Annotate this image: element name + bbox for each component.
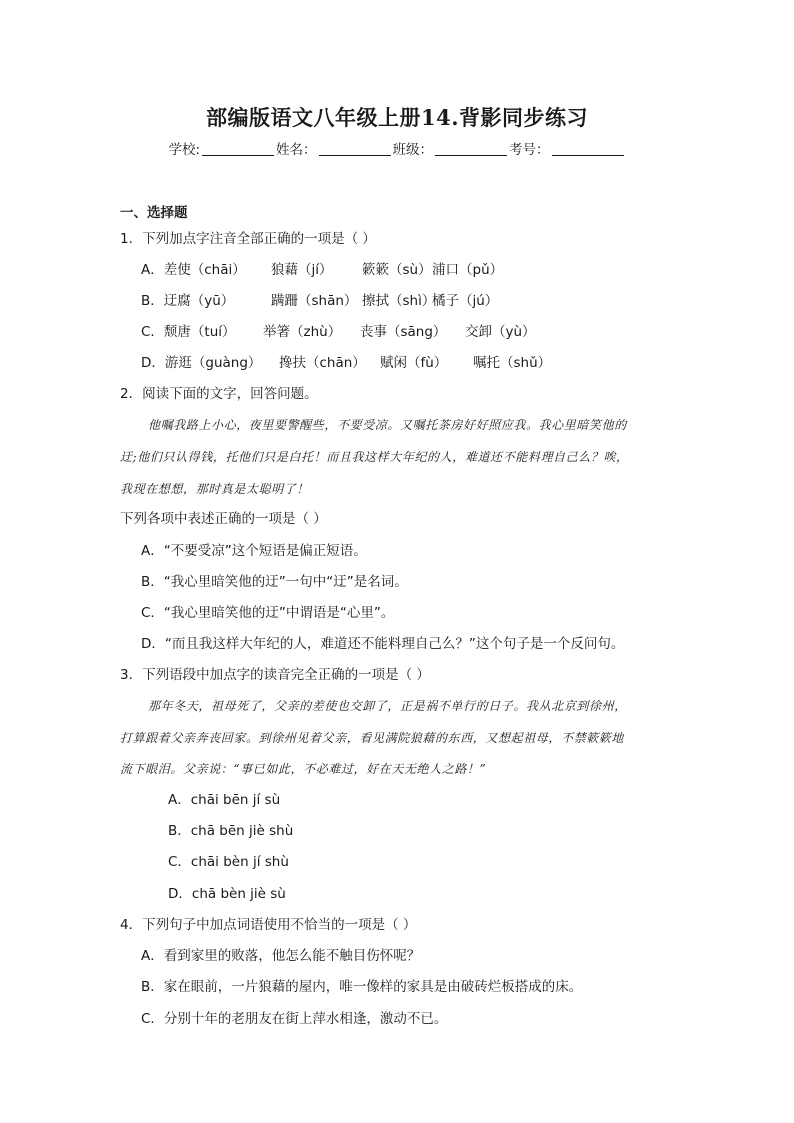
name-blank[interactable] [319, 141, 391, 156]
question-3-stem: 3．下列语段中加点字的读音完全正确的一项是（ ） [120, 667, 430, 683]
q4-option-b[interactable]: B．家在眼前，一片狼藉的屋内，唯一像样的家具是由破砖烂板搭成的床。 [141, 979, 583, 995]
q1-option-d-item-4: 嘱托（shǔ） [473, 355, 552, 371]
q4-option-a[interactable]: A．看到家里的败落，他怎么能不触目伤怀呢？ [141, 948, 421, 964]
q1-option-b[interactable] [141, 292, 498, 310]
q2-option-b[interactable]: B．“我心里暗笑他的迂”一句中“迂”是名词。 [141, 574, 408, 590]
q1-option-c[interactable] [141, 323, 536, 341]
exam-no-blank[interactable] [552, 141, 624, 156]
question-1-stem: 1．下列加点字注音全部正确的一项是（ ） [120, 231, 376, 247]
class-label: 班级： [392, 142, 434, 158]
q1-option-b-item-4: 橘子（jú） [432, 293, 499, 309]
q3-option-a[interactable]: A．chāi bēn jí sù [168, 792, 281, 808]
school-blank[interactable] [202, 141, 274, 156]
question-2-stem: 2．阅读下面的文字，回答问题。 [120, 386, 318, 402]
q4-option-c[interactable]: C．分别十年的老朋友在街上萍水相逢，激动不已。 [141, 1011, 448, 1027]
q3-passage-line-3: 流下眼泪。父亲说：“事已如此，不必难过，好在天无绝人之路！” [120, 762, 487, 776]
q1-option-c-item-2: 举箸（zhù） [263, 324, 342, 340]
q1-option-c-item-4: 交卸（yù） [465, 324, 536, 340]
q3-passage-line-2: 打算跟着父亲奔丧回家。到徐州见着父亲，看见满院狼藉的东西，又想起祖母，不禁簌簌地 [120, 731, 625, 745]
q2-passage-line-2: 迂;他们只认得钱，托他们只是白托！而且我这样大年纪的人，难道还不能料理自己么？唉， [120, 450, 629, 464]
q2-option-a[interactable]: A．“不要受凉”这个短语是偏正短语。 [141, 543, 367, 559]
q1-option-c-item-3: 丧事（sāng） [360, 324, 447, 340]
q3-option-b[interactable]: B．chā bēn jiè shù [168, 823, 294, 839]
q1-option-a-item-3: 簌簌（sù） [362, 262, 432, 278]
section-title: 一、选择题 [120, 205, 188, 221]
q3-passage-line-1: 那年冬天，祖母死了，父亲的差使也交卸了，正是祸不单行的日子。我从北京到徐州， [148, 699, 627, 713]
exam-no-label: 考号： [509, 142, 550, 158]
q1-option-b-item-1: B．迂腐（yū） [141, 293, 235, 309]
name-label: 姓名： [276, 142, 317, 158]
q3-option-d[interactable]: D．chā bèn jiè sù [168, 886, 286, 902]
q2-question: 下列各项中表述正确的一项是（ ） [120, 511, 327, 527]
q1-option-c-item-1: C．颓唐（tuí） [141, 324, 236, 340]
q1-option-a-item-4: 浦口（pǔ） [432, 262, 504, 278]
q1-option-a-item-1: A．差使（chāi） [141, 262, 246, 278]
q1-option-a-item-2: 狼藉（jí） [271, 262, 333, 278]
class-blank[interactable] [435, 141, 507, 156]
q1-option-d[interactable] [141, 354, 551, 372]
q2-option-d[interactable]: D．“而且我这样大年纪的人，难道还不能料理自己么？”这个句子是一个反问句。 [141, 636, 625, 652]
q1-option-b-item-3: 擦拭（shì） [362, 293, 436, 309]
q1-option-b-item-2: 蹒跚（shān） [271, 293, 358, 309]
q1-option-d-item-1: D．游逛（guàng） [141, 355, 262, 371]
q3-option-c[interactable]: C．chāi bèn jí shù [168, 854, 289, 870]
school-label: 学校: [168, 142, 201, 158]
q2-passage-line-3: 我现在想想，那时真是太聪明了！ [120, 482, 310, 496]
q1-option-a[interactable] [141, 261, 503, 279]
q2-option-c[interactable]: C．“我心里暗笑他的迂”中谓语是“心里”。 [141, 605, 395, 621]
q2-passage-line-1: 他嘱我路上小心，夜里要警醒些，不要受凉。又嘱托茶房好好照应我。我心里暗笑他的 [148, 418, 627, 432]
student-info-line [0, 138, 794, 158]
q1-option-d-item-3: 赋闲（fù） [380, 355, 448, 371]
question-4-stem: 4．下列句子中加点词语使用不恰当的一项是（ ） [120, 917, 417, 933]
page-title: 部编版语文八年级上册14.背影同步练习 [205, 105, 589, 130]
q1-option-d-item-2: 搀扶（chān） [279, 355, 366, 371]
